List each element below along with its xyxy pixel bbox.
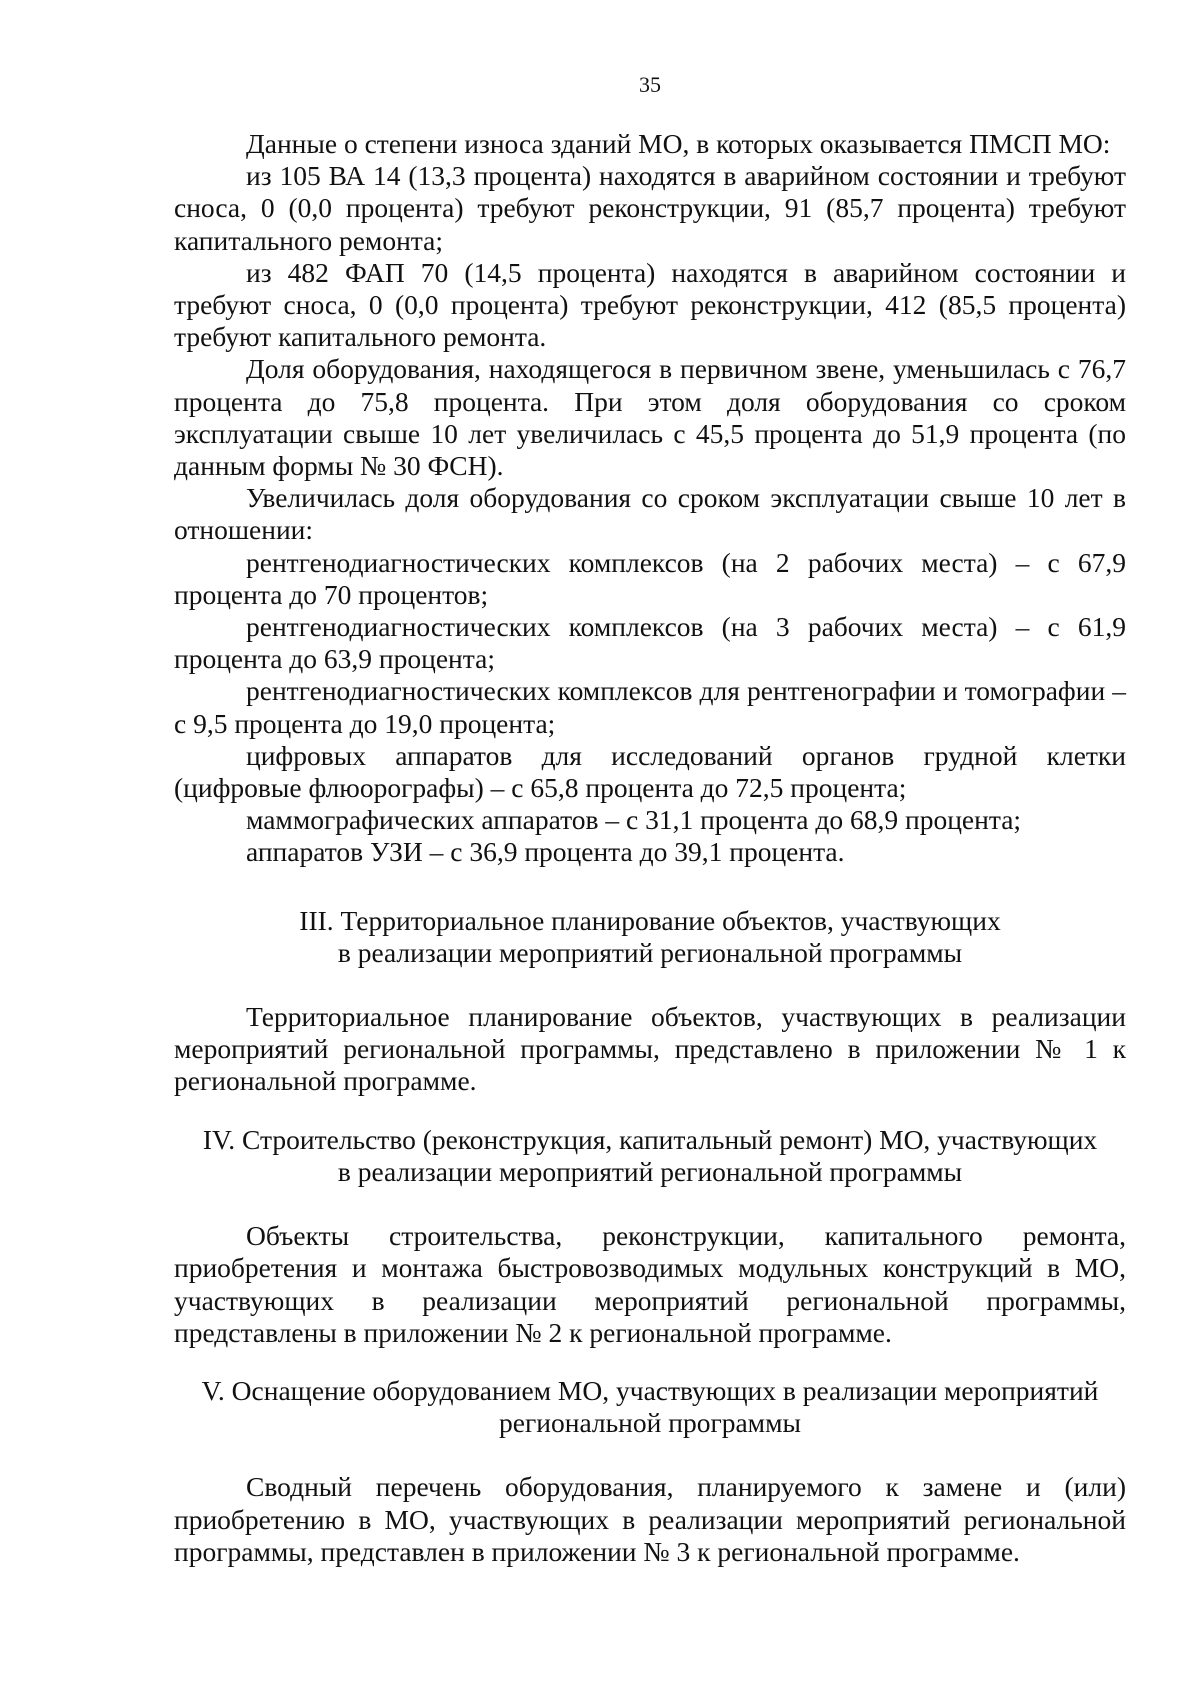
section-3-heading: [174, 905, 1126, 969]
section-4-heading-line-1: IV. Строительство (реконструкция, капитальный ремонт) МО, участвующих: [202, 1123, 1098, 1155]
section-4-body: Объекты строительства, реконструкции, капитального ремонта, приобретения и монтажа быстровозводимых модульных конструкций в МО, участвующих в реализации мероприятий региональной программы, представлены в приложении № 2 к региональной программе.: [174, 1220, 1126, 1348]
list-item-ultrasound: аппаратов УЗИ – с 36,9 процента до 39,1 процента.: [246, 836, 845, 868]
page-number: 35: [639, 72, 661, 97]
section-5-heading: [174, 1375, 1126, 1439]
list-item-digital-fluorographs: цифровых аппаратов для исследований органов грудной клетки (цифровые флюорографы) – с 65,8 процента до 72,5 процента;: [174, 739, 1126, 804]
paragraph-equipment-increase: Увеличилась доля оборудования со сроком эксплуатации свыше 10 лет в отношении:: [174, 482, 1126, 546]
section-4-heading-line-2: в реализации мероприятий региональной программы: [337, 1155, 963, 1187]
section-5-body: Сводный перечень оборудования, планируемого к замене и (или) приобретению в МО, участвующих в реализации мероприятий региональной программы, представлен в приложении № 3 к региональной программе.: [174, 1471, 1126, 1567]
paragraph-wear-intro: Данные о степени износа зданий МО, в которых оказывается ПМСП МО:: [246, 128, 1111, 159]
document-page: [174, 70, 1126, 1568]
section-3-body: Территориальное планирование объектов, участвующих в реализации мероприятий региональной программы, представлено в приложении № 1 к региональной программе.: [174, 1001, 1126, 1097]
list-item-xray-3: рентгенодиагностических комплексов (на 3 рабочих места) – с 61,9 процента до 63,9 процента;: [174, 611, 1126, 675]
paragraph-fap-wear: из 482 ФАП 70 (14,5 процента) находятся в аварийном состоянии и требуют сноса, 0 (0,0 процента) требуют реконструкции, 412 (85,5 процента) требуют капитального ремонта.: [174, 256, 1126, 353]
section-5-heading-line-1: V. Оснащение оборудованием МО, участвующих в реализации мероприятий: [201, 1374, 1099, 1406]
paragraph-va-wear: из 105 ВА 14 (13,3 процента) находятся в аварийном состоянии и требуют сноса, 0 (0,0 процента) требуют реконструкции, 91 (85,7 процента) требуют капитального ремонта;: [174, 160, 1126, 256]
section-5-heading-line-2: региональной программы: [499, 1407, 801, 1439]
list-item-mammography: маммографических аппаратов – с 31,1 процента до 68,9 процента;: [246, 804, 1022, 836]
section-3-heading-line-2: в реализации мероприятий региональной программы: [337, 936, 963, 968]
section-4-heading: [174, 1124, 1126, 1188]
list-item-xray-tomography: рентгенодиагностических комплексов для рентгенографии и томографии – с 9,5 процента до 19,0 процента;: [174, 675, 1126, 739]
section-3-heading-line-1: III. Территориальное планирование объектов, участвующих: [299, 904, 1001, 936]
paragraph-equipment-share: Доля оборудования, находящегося в первичном звене, уменьшилась с 76,7 процента до 75,8 процента. При этом доля оборудования со сроком эксплуатации свыше 10 лет увеличилась с 45,5 процента до 51,9 процента (по данным формы № 30 ФСН).: [174, 353, 1126, 482]
list-item-xray-2: рентгенодиагностических комплексов (на 2 рабочих места) – с 67,9 процента до 70 процентов;: [174, 546, 1126, 610]
